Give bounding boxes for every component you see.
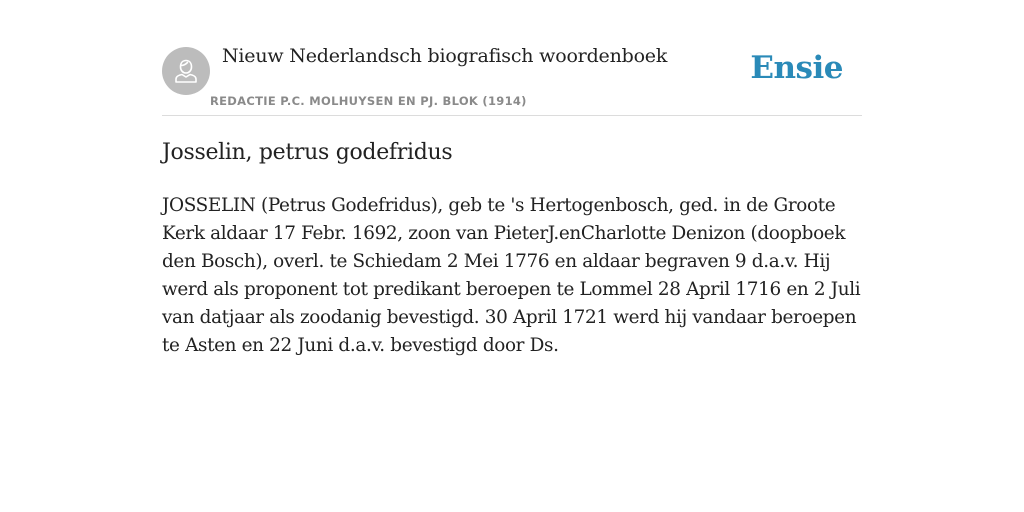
book-title[interactable]: Nieuw Nederlandsch biografisch woordenboek [222, 45, 668, 67]
page-container [162, 0, 862, 356]
editors-line: REDACTIE P.C. MOLHUYSEN EN PJ. BLOK (1914) [210, 94, 527, 108]
brand-logo[interactable]: Ensie [750, 50, 843, 86]
avatar[interactable] [162, 47, 210, 95]
user-icon [171, 56, 201, 86]
entry-body: JOSSELIN (Petrus Godefridus), geb te 's Hertogenbosch, ged. in de Groote Kerk aldaar 17 Febr. 1692, zoon van PieterJ.enCharlotte Denizon (doopboek den Bosch), overl. te Schiedam 2 Mei 1776 en aldaar begraven 9 d.a.v. Hij werd als proponent tot predikant beroepen te Lommel 28 April 1716 en 2 Juli van datjaar als zoodanig bevestigd. 30 April 1721 werd hij vandaar beroepen te Asten en 22 Juni d.a.v. bevestigd door Ds. [162, 195, 861, 356]
book-header [162, 0, 862, 116]
entry-title: Josselin, petrus godefridus [162, 140, 453, 165]
